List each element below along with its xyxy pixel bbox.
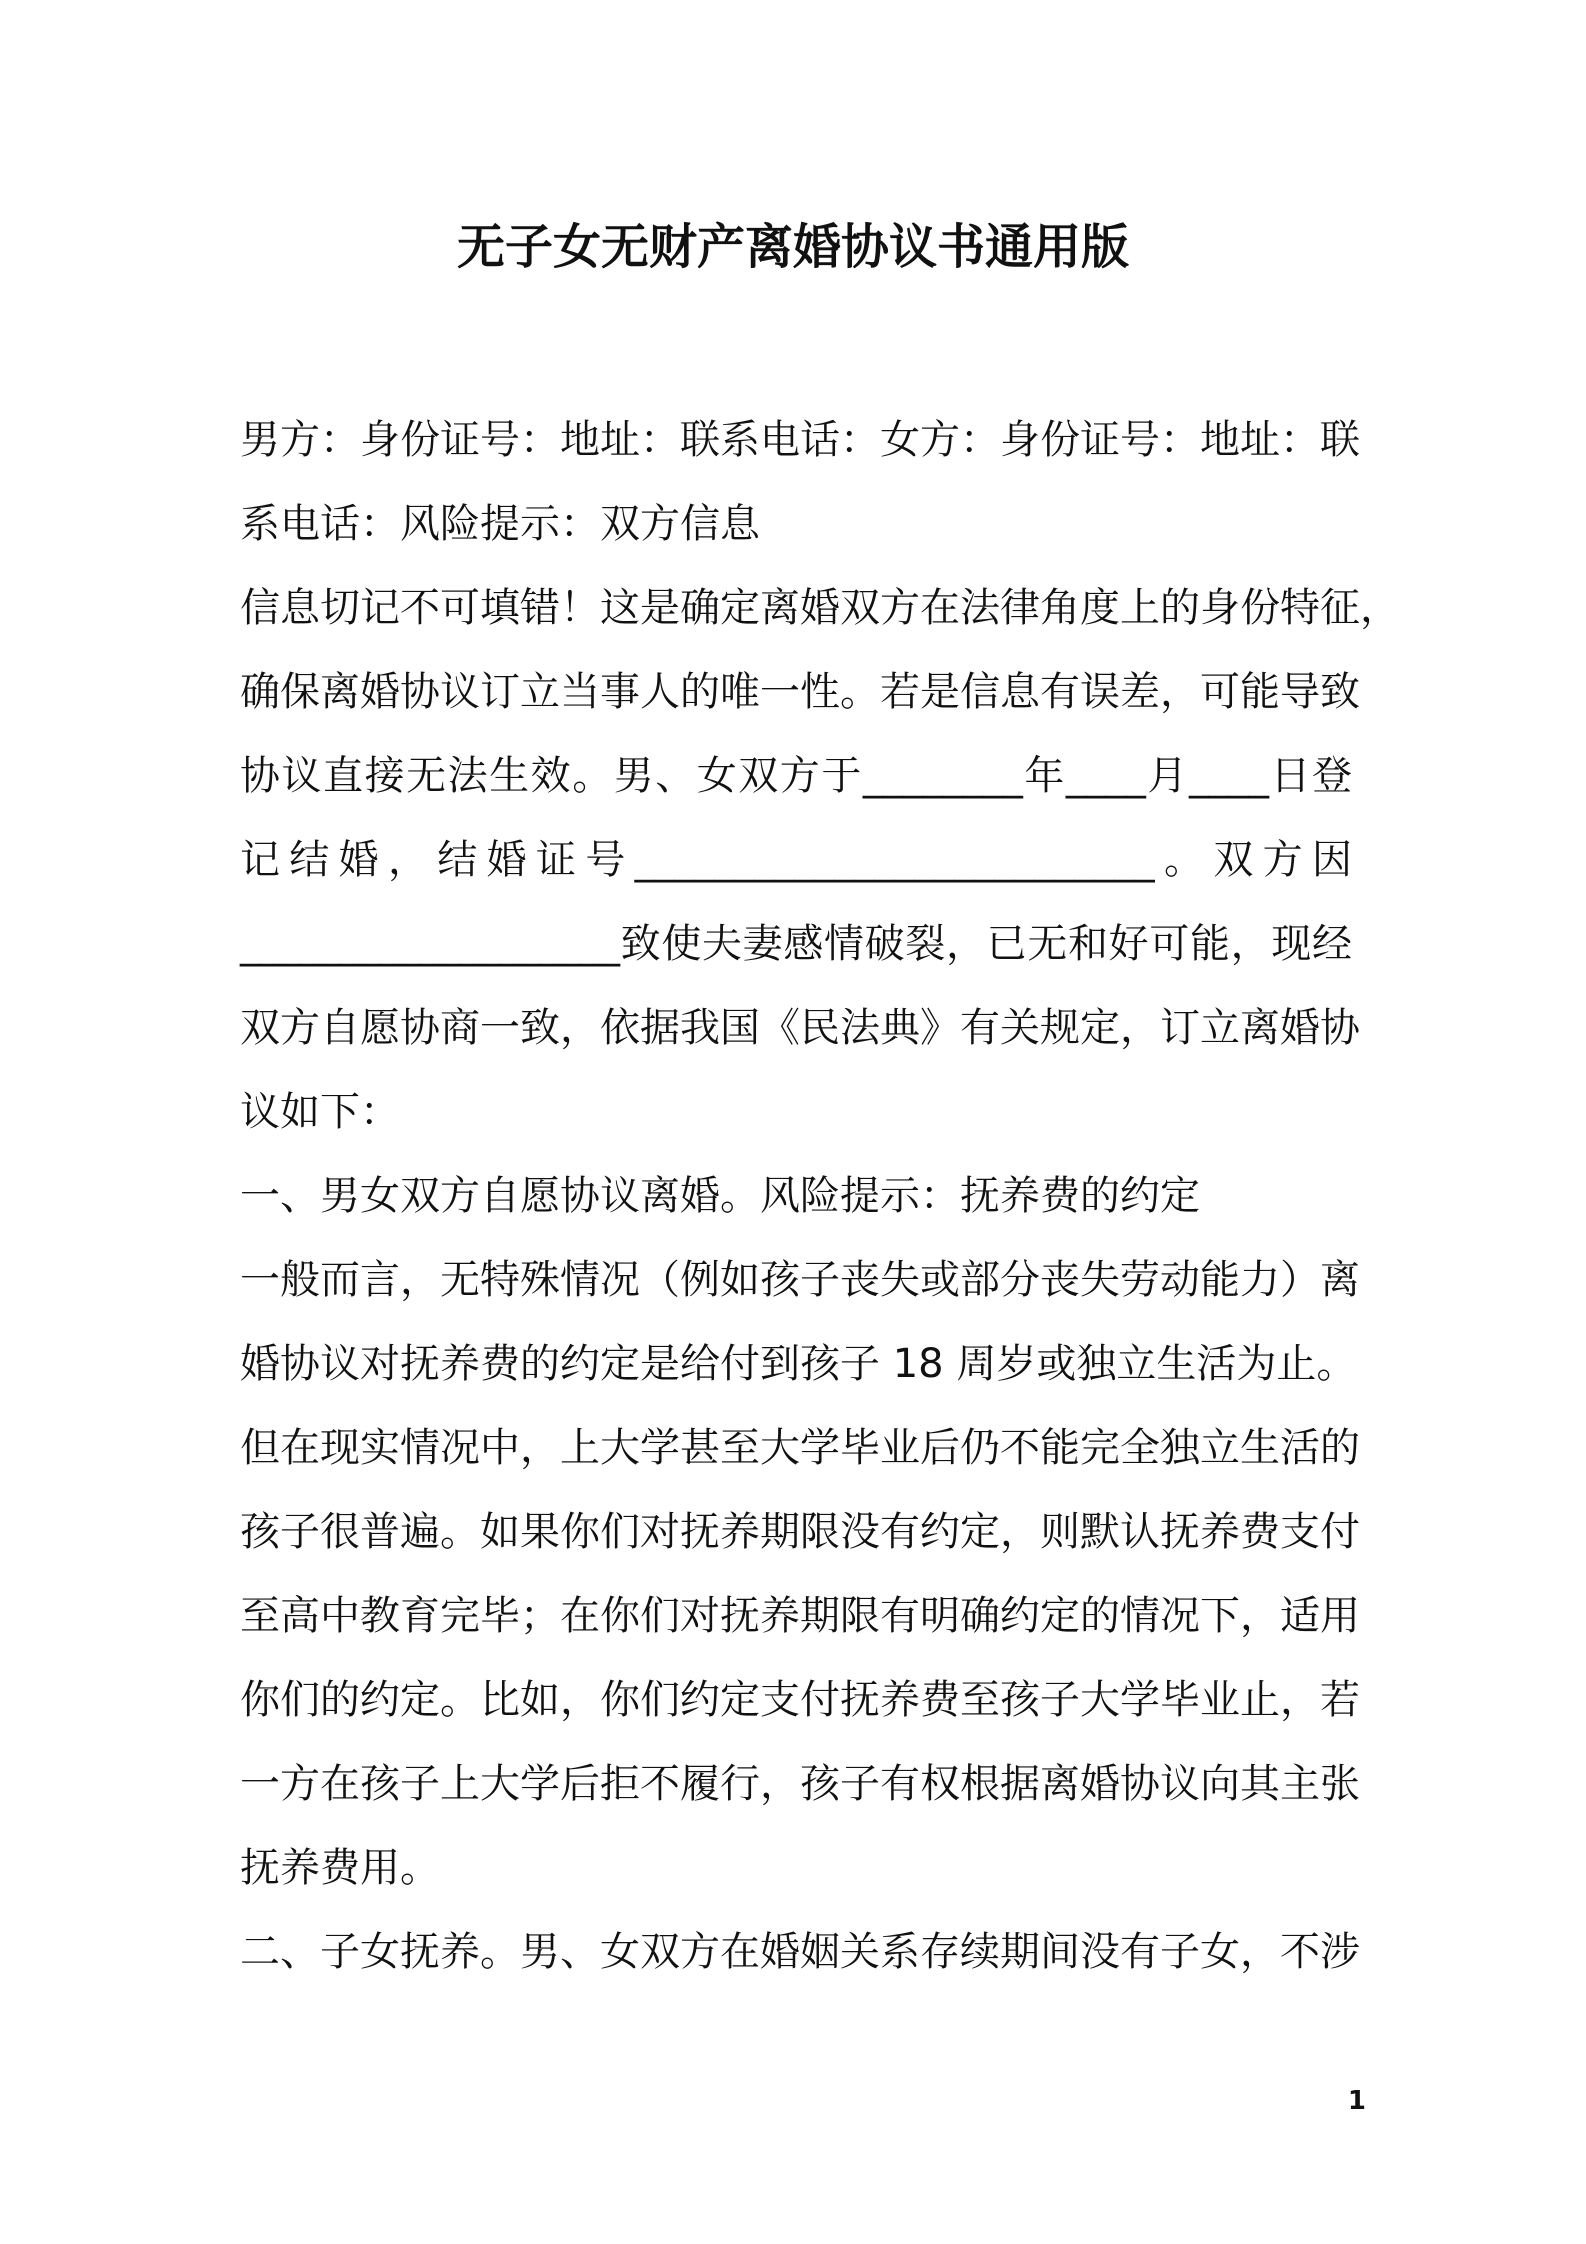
body-line: 记结婚，结婚证号__________________________。双方因 — [240, 837, 1352, 883]
body-line: 但在现实情况中，上大学甚至大学毕业后仍不能完全独立生活的 — [240, 1425, 1360, 1471]
body-line: 确保离婚协议订立当事人的唯一性。若是信息有误差，可能导致 — [240, 669, 1360, 715]
body-line: 男方：身份证号：地址：联系电话：女方：身份证号：地址：联 — [240, 417, 1360, 463]
section-heading: 一、男女双方自愿协议离婚。风险提示：抚养费的约定 — [240, 1173, 1200, 1219]
section-heading: 二、子女抚养。男、女双方在婚姻关系存续期间没有子女，不涉 — [240, 1929, 1360, 1975]
body-line: 双方自愿协商一致，依据我国《民法典》有关规定，订立离婚协 — [240, 1005, 1360, 1051]
body-line: 婚协议对抚养费的约定是给付到孩子 18 周岁或独立生活为止。 — [240, 1341, 1357, 1387]
body-line: 至高中教育完毕；在你们对抚养期限有明确约定的情况下，适用 — [240, 1593, 1360, 1639]
body-line: 一般而言，无特殊情况（例如孩子丧失或部分丧失劳动能力）离 — [240, 1257, 1360, 1303]
body-line: 一方在孩子上大学后拒不履行，孩子有权根据离婚协议向其主张 — [240, 1761, 1360, 1807]
page-number: 1 — [1347, 2086, 1366, 2116]
body-line: ___________________致使夫妻感情破裂，已无和好可能，现经 — [240, 921, 1352, 967]
body-line: 抚养费用。 — [240, 1845, 440, 1891]
body-line: 系电话：风险提示：双方信息 — [240, 501, 760, 547]
body-line: 协议直接无法生效。男、女双方于________年____月____日登 — [240, 753, 1352, 799]
document-body — [240, 398, 1400, 1994]
body-line: 议如下： — [240, 1089, 400, 1135]
body-line: 你们的约定。比如，你们约定支付抚养费至孩子大学毕业止，若 — [240, 1677, 1360, 1723]
body-line: 信息切记不可填错！这是确定离婚双方在法律角度上的身份特征， — [240, 585, 1400, 631]
body-line: 孩子很普遍。如果你们对抚养期限没有约定，则默认抚养费支付 — [240, 1509, 1360, 1555]
document-title: 无子女无财产离婚协议书通用版 — [456, 219, 1129, 275]
